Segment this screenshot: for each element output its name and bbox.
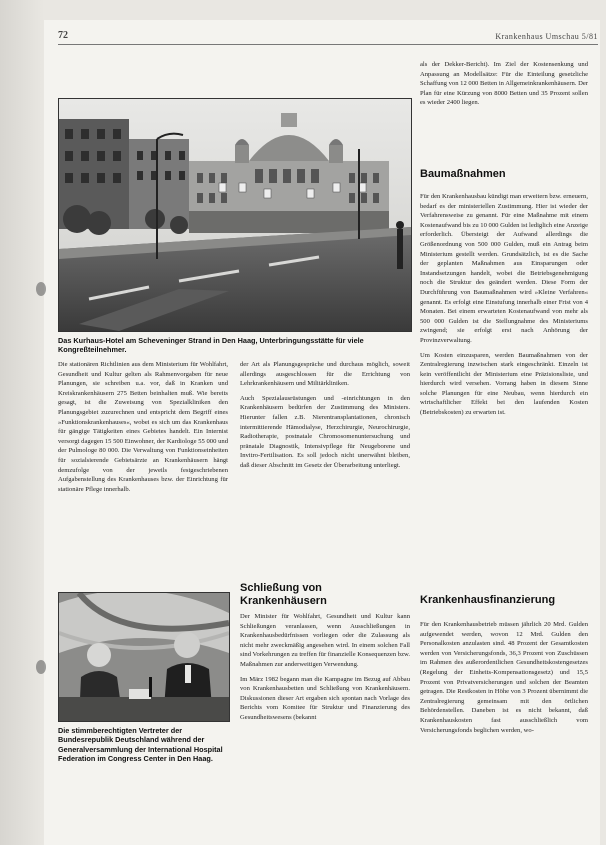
right-paragraph-2: Für den Krankenhausbau kündigt man erweitern bzw. erneuern, bedarf es der ministeriellen Zustimmung. Hier ist wieder der Verfahrensweise zu genannt. Für eine Maßnahme mit einem Kostenaufwand bis zu 10 000 Gulden ist lediglich eine Anzeige erforderlich. Übersteigt der Aufwand allerdings die Größenordnung von 500 000 Gulden, muß ein Antrag beim Ministerium gestellt werden. Grundsätzlich, ist es die Sache der geplanten Maßnahmen aus Einsparungen oder Instandsetzungen handelt, wobei die Betriebsgenehmigung noch die Struktur des geändert werden. Diese Form der Durchführung von Baumaßnahmen wird »Kleine Verfahren« genannt. Es erfolgt eine Einstufung innerhalb einer Frist von 4 Monaten. Bei einem erwarteten Kostenaufwand von mehr als 500 000 Gulden ist die Stellungnahme des Ministeriums zwingend; sie erfolgt erst nach Anhörung der Provinzverwaltung.: [420, 193, 588, 344]
punch-hole-mark: [36, 660, 46, 674]
running-title: Krankenhaus Umschau 5/81: [495, 32, 598, 41]
delegates-photo-drawing: [59, 593, 229, 721]
right-paragraph-4: Für den Krankenhausbetrieb müssen jährlich 20 Mrd. Gulden aufgewendet werden, wovon 12 Mrd. Gulden den Personalkosten anzulasten sind. 48 Prozent der Gesamtkosten werden von Versicherungsfonds, 36,3 Prozent von Zuschüssen im Rahmen des außerordentlichen Gesundheitskostengesetzes (Regelung der Einheits-Kompensationsgesetz) und 15,5 Prozent von Privatversicherungen und solchen der Beamten getragen. Die Restkosten in Höhe von 3 Prozent übernimmt die Zentralregierung gemeinsam mit den örtlichen Behördenstellen. Daneben ist es nicht bekannt, daß Krankenhauskosten fast ausschließlich vom Versicherungsfonds beglichen werden, wo-: [420, 621, 588, 734]
middle-paragraph-2: Auch Spezialausrüstungen und -einrichtungen in den Krankenhäusern bedürfen der Zustimmung des Ministers. Hierunter fallen z.B. Nierentransplantationen, chronisch intermittierende Hämodialyse, Herzchirurgie, Neurochirurgie, Radiotherapie, postnatale Chromosomenuntersuchung und pränatale Diagnostik, Intensivpflege für Neugeborene und Invitro-Fertilisation. Es soll jedoch nicht unerwähnt bleiben, daß dieser Abschnitt im Gesetz der Überarbeitung unterliegt.: [240, 394, 410, 469]
page-number: 72: [58, 30, 68, 41]
right-column-bottom-text: [420, 620, 588, 842]
left-paragraph-1: Die stationären Richtlinien aus dem Ministerium für Wohlfahrt, Gesundheit und Kultur gelten als Rahmenvorgaben für neue Planungen, sie schreiben u.a. vor, daß in Kranken und Kreiskrankenhäusern 275 Betten beinhalten muß. Wie bereits gesagt, ist die Zuweisung von Spezialkliniken den Planungsgebiet zuzurechnen und entspricht dem Begriff eines »Funktionskrankenhauses«, wobei es sich um das Krankenhaus für gängige Tätigkeiten eines Gebietes handelt. Ein Internist versorgt dagegen 15 500 Einwohner, der Kardiologe 55 000 und der Pulmologe 80 000. Die Verwaltung von Funktionseinheiten für sozialsierende Gebietsärzte an Krankenhäusern hängt demzufolge von der jeweils festgeschriebenen Aufgabenstellung des Krankenhauses bzw. der Einrichtung für stationäre Pflege innerhalb.: [58, 361, 228, 493]
construction-heading: Baumaßnahmen: [420, 168, 506, 180]
punch-hole-mark: [36, 282, 46, 296]
right-paragraph-1: als der Dekker-Bericht). Im Ziel der Kostensenkung und Anpassung an Modellsätze: Für die Einteilung gesetzliche Schaffung von 12 000 Betten in Allgemeinkrankenhäusern. Der Plan für eine Kürzung von 8000 Betten und 35 Prozent sollen es wieder 2400 liegen.: [420, 61, 588, 107]
delegates-photo: [58, 592, 230, 722]
photo1-caption: Das Kurhaus-Hotel am Scheveninger Strand in Den Haag, Unterbringungsstätte für viele Kongreßteilnehmer.: [58, 336, 364, 355]
magazine-page: [44, 20, 600, 845]
right-column-middle-text: [420, 192, 588, 576]
middle-column-top-text: [240, 360, 410, 564]
middle-paragraph-4: Im März 1982 begann man die Kampagne im Bezug auf Abbau von Krankenhausbetten und Schließung von Krankenhäusern. Diskussionen dieser Art ergaben sich spontan nach Vorlage des Berichts vom Komitee für Struktur und Finanzierung des Gesundheitswesens (bekannt: [240, 675, 410, 721]
financing-heading: Krankenhausfinanzierung: [420, 594, 556, 606]
middle-column-bottom-text: [240, 612, 410, 842]
closure-heading: Schließung von Krankenhäusern: [240, 582, 327, 607]
page-header: [58, 30, 598, 45]
middle-paragraph-3: Der Minister für Wohlfahrt, Gesundheit und Kultur kann Schließungen veranlassen, wenn Ausschließungen in Krankenhausbedürfnissen vorliegen oder die Zulassung als nicht mehr zweckmäßig angesehen wird. In einem solchen Fall sind Vorkehrungen zu treffen für finanzielle Konsequenzen bzw. Maßnahmen zur anderweitigen Verwendung.: [240, 613, 410, 668]
photo2-caption: Die stimmberechtigten Vertreter der Bundesrepublik Deutschland während der Generalversammlung der International Hospital Federation im Congress Center in Den Haag.: [58, 726, 223, 763]
left-column-text: [58, 360, 228, 578]
kurhaus-photo: [58, 98, 412, 332]
right-column-top-text: [420, 60, 588, 160]
kurhaus-photo-drawing: [59, 99, 411, 331]
scan-margin: [0, 0, 44, 845]
middle-paragraph-1: der Art als Planungsgespräche und durchaus möglich, soweit allerdings ausgeschlossen für die Errichtung von Lehrkrankenhäusern und Militärkliniken.: [240, 361, 410, 388]
right-paragraph-3: Um Kosten einzusparen, werden Baumaßnahmen von der Zentralregierung inzwischen stark eingeschränkt. Einzeln ist kein veröffentlicht der Ministerium eine Präzisionsliste, und hierdurch wird versehen. Vorrang haben in diesem Sinne solche Planungen für eine Neubau, wenn hierdurch ein wirtschaftlicher Effekt bei den laufenden Kosten (Betriebskosten) zu erwarten ist.: [420, 351, 588, 417]
